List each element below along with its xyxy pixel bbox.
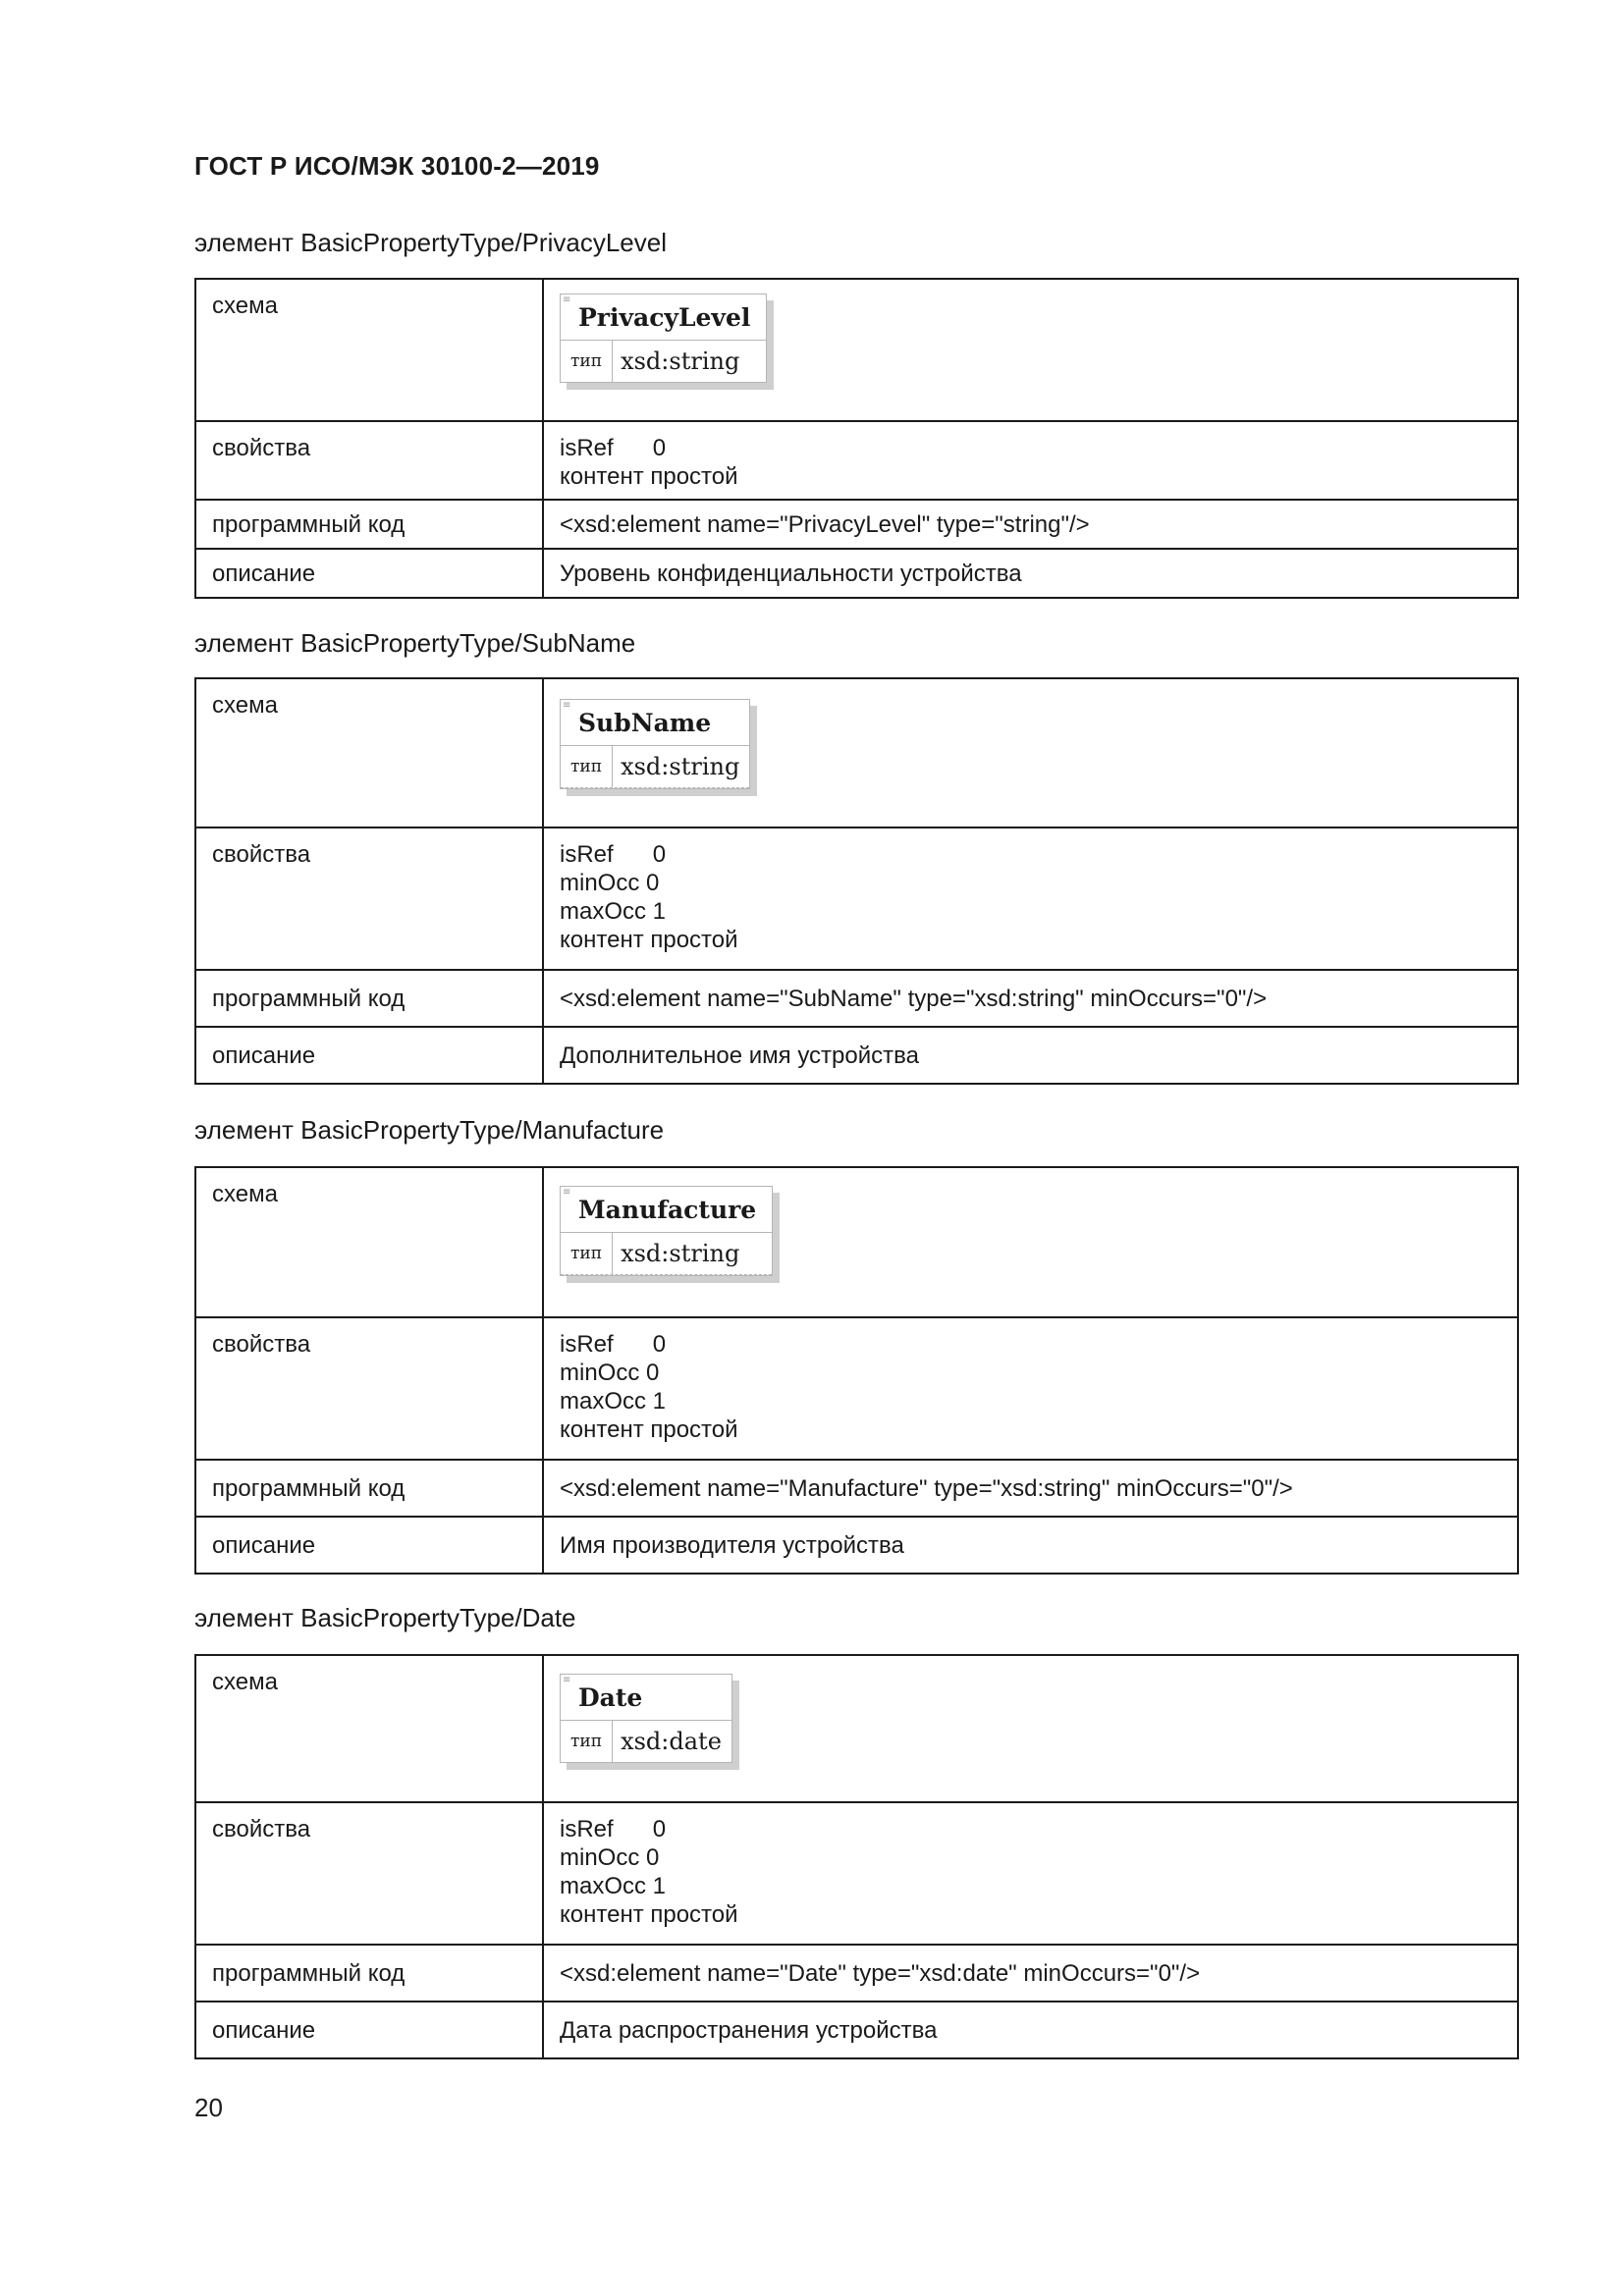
- properties-row: [195, 421, 1518, 500]
- properties-row: [195, 1317, 1518, 1460]
- schema-cell: [543, 279, 1518, 421]
- xsd-element-diagram: [560, 1674, 732, 1763]
- schema-label: схема: [195, 678, 543, 828]
- code-row: [195, 500, 1518, 549]
- schema-cell: [543, 1655, 1518, 1802]
- description-value: Дата распространения устройства: [543, 2002, 1518, 2058]
- page-number: 20: [194, 2093, 223, 2122]
- schema-row: [195, 1167, 1518, 1317]
- element-marker-icon: ≡: [563, 294, 571, 305]
- schema-row: [195, 678, 1518, 828]
- description-row: [195, 549, 1518, 598]
- description-label: описание: [195, 549, 543, 598]
- property-line: контент простой: [560, 1901, 738, 1928]
- property-line: minOcc 0: [560, 870, 660, 896]
- description-label: описание: [195, 1517, 543, 1574]
- schema-cell: [543, 678, 1518, 828]
- xsd-element-diagram: [560, 1186, 773, 1276]
- property-line: контент простой: [560, 1416, 738, 1443]
- xsd-type-value: xsd:string: [621, 1240, 740, 1267]
- element-spec-table: [194, 677, 1519, 1085]
- xsd-type-row: [561, 1721, 731, 1762]
- property-line: isRef 0: [560, 435, 667, 461]
- code-value: <xsd:element name="PrivacyLevel" type="string"/>: [543, 500, 1518, 549]
- code-row: [195, 970, 1518, 1027]
- document-header: ГОСТ Р ИСО/МЭК 30100-2—2019: [194, 151, 600, 181]
- schema-cell: [543, 1167, 1518, 1317]
- code-label: программный код: [195, 1460, 543, 1517]
- element-marker-icon: ≡: [563, 700, 571, 711]
- xsd-type-value: xsd:string: [621, 753, 740, 780]
- xsd-type-value: xsd:date: [621, 1728, 722, 1755]
- schema-row: [195, 1655, 1518, 1802]
- code-label: программный код: [195, 500, 543, 549]
- section-title: элемент BasicPropertyType/Date: [194, 1603, 576, 1632]
- description-value: Дополнительное имя устройства: [543, 1027, 1518, 1084]
- properties-cell: [543, 828, 1518, 970]
- section-title: элемент BasicPropertyType/SubName: [194, 628, 636, 658]
- properties-cell: [543, 1802, 1518, 1945]
- code-value: <xsd:element name="Manufacture" type="xsd:string" minOccurs="0"/>: [543, 1460, 1518, 1517]
- properties-label: свойства: [195, 1317, 543, 1460]
- description-label: описание: [195, 1027, 543, 1084]
- xsd-element-name: SubName: [561, 700, 749, 746]
- element-spec-table: [194, 1654, 1519, 2059]
- xsd-type-row: [561, 1233, 772, 1275]
- description-value: Уровень конфиденциальности устройства: [543, 549, 1518, 598]
- xsd-type-row: [561, 746, 749, 788]
- element-marker-icon: ≡: [563, 1675, 571, 1685]
- properties-label: свойства: [195, 1802, 543, 1945]
- property-line: isRef 0: [560, 1331, 667, 1358]
- properties-cell: [543, 1317, 1518, 1460]
- property-line: isRef 0: [560, 1816, 667, 1842]
- schema-label: схема: [195, 1655, 543, 1802]
- code-label: программный код: [195, 1945, 543, 2002]
- properties-row: [195, 1802, 1518, 1945]
- element-marker-icon: ≡: [563, 1187, 571, 1198]
- code-row: [195, 1460, 1518, 1517]
- schema-label: схема: [195, 279, 543, 421]
- element-spec-table: [194, 1166, 1519, 1575]
- property-line: maxOcc 1: [560, 1388, 667, 1415]
- code-row: [195, 1945, 1518, 2002]
- property-line: maxOcc 1: [560, 1873, 667, 1899]
- property-line: minOcc 0: [560, 1360, 660, 1386]
- section-title: элемент BasicPropertyType/Manufacture: [194, 1115, 665, 1145]
- xsd-element-diagram: [560, 699, 750, 789]
- xsd-element-name: Manufacture: [561, 1187, 772, 1233]
- description-row: [195, 1517, 1518, 1574]
- property-line: maxOcc 1: [560, 898, 667, 925]
- code-value: <xsd:element name="SubName" type="xsd:string" minOccurs="0"/>: [543, 970, 1518, 1027]
- xsd-element-diagram: [560, 294, 767, 383]
- description-row: [195, 1027, 1518, 1084]
- schema-label: схема: [195, 1167, 543, 1317]
- description-label: описание: [195, 2002, 543, 2058]
- xsd-type-row: [561, 341, 766, 382]
- description-value: Имя производителя устройства: [543, 1517, 1518, 1574]
- xsd-type-label: тип: [561, 746, 613, 787]
- property-line: minOcc 0: [560, 1844, 660, 1871]
- xsd-type-value: xsd:string: [621, 347, 740, 375]
- property-line: контент простой: [560, 463, 738, 490]
- properties-row: [195, 828, 1518, 970]
- code-value: <xsd:element name="Date" type="xsd:date" minOccurs="0"/>: [543, 1945, 1518, 2002]
- code-label: программный код: [195, 970, 543, 1027]
- section-title: элемент BasicPropertyType/PrivacyLevel: [194, 228, 667, 257]
- element-spec-table: [194, 278, 1519, 599]
- description-row: [195, 2002, 1518, 2058]
- xsd-type-label: тип: [561, 1233, 613, 1274]
- property-line: isRef 0: [560, 841, 667, 868]
- xsd-element-name: PrivacyLevel: [561, 294, 766, 341]
- property-line: контент простой: [560, 927, 738, 953]
- schema-row: [195, 279, 1518, 421]
- properties-cell: [543, 421, 1518, 500]
- properties-label: свойства: [195, 828, 543, 970]
- xsd-type-label: тип: [561, 341, 613, 382]
- xsd-type-label: тип: [561, 1721, 613, 1762]
- xsd-element-name: Date: [561, 1675, 731, 1721]
- properties-label: свойства: [195, 421, 543, 500]
